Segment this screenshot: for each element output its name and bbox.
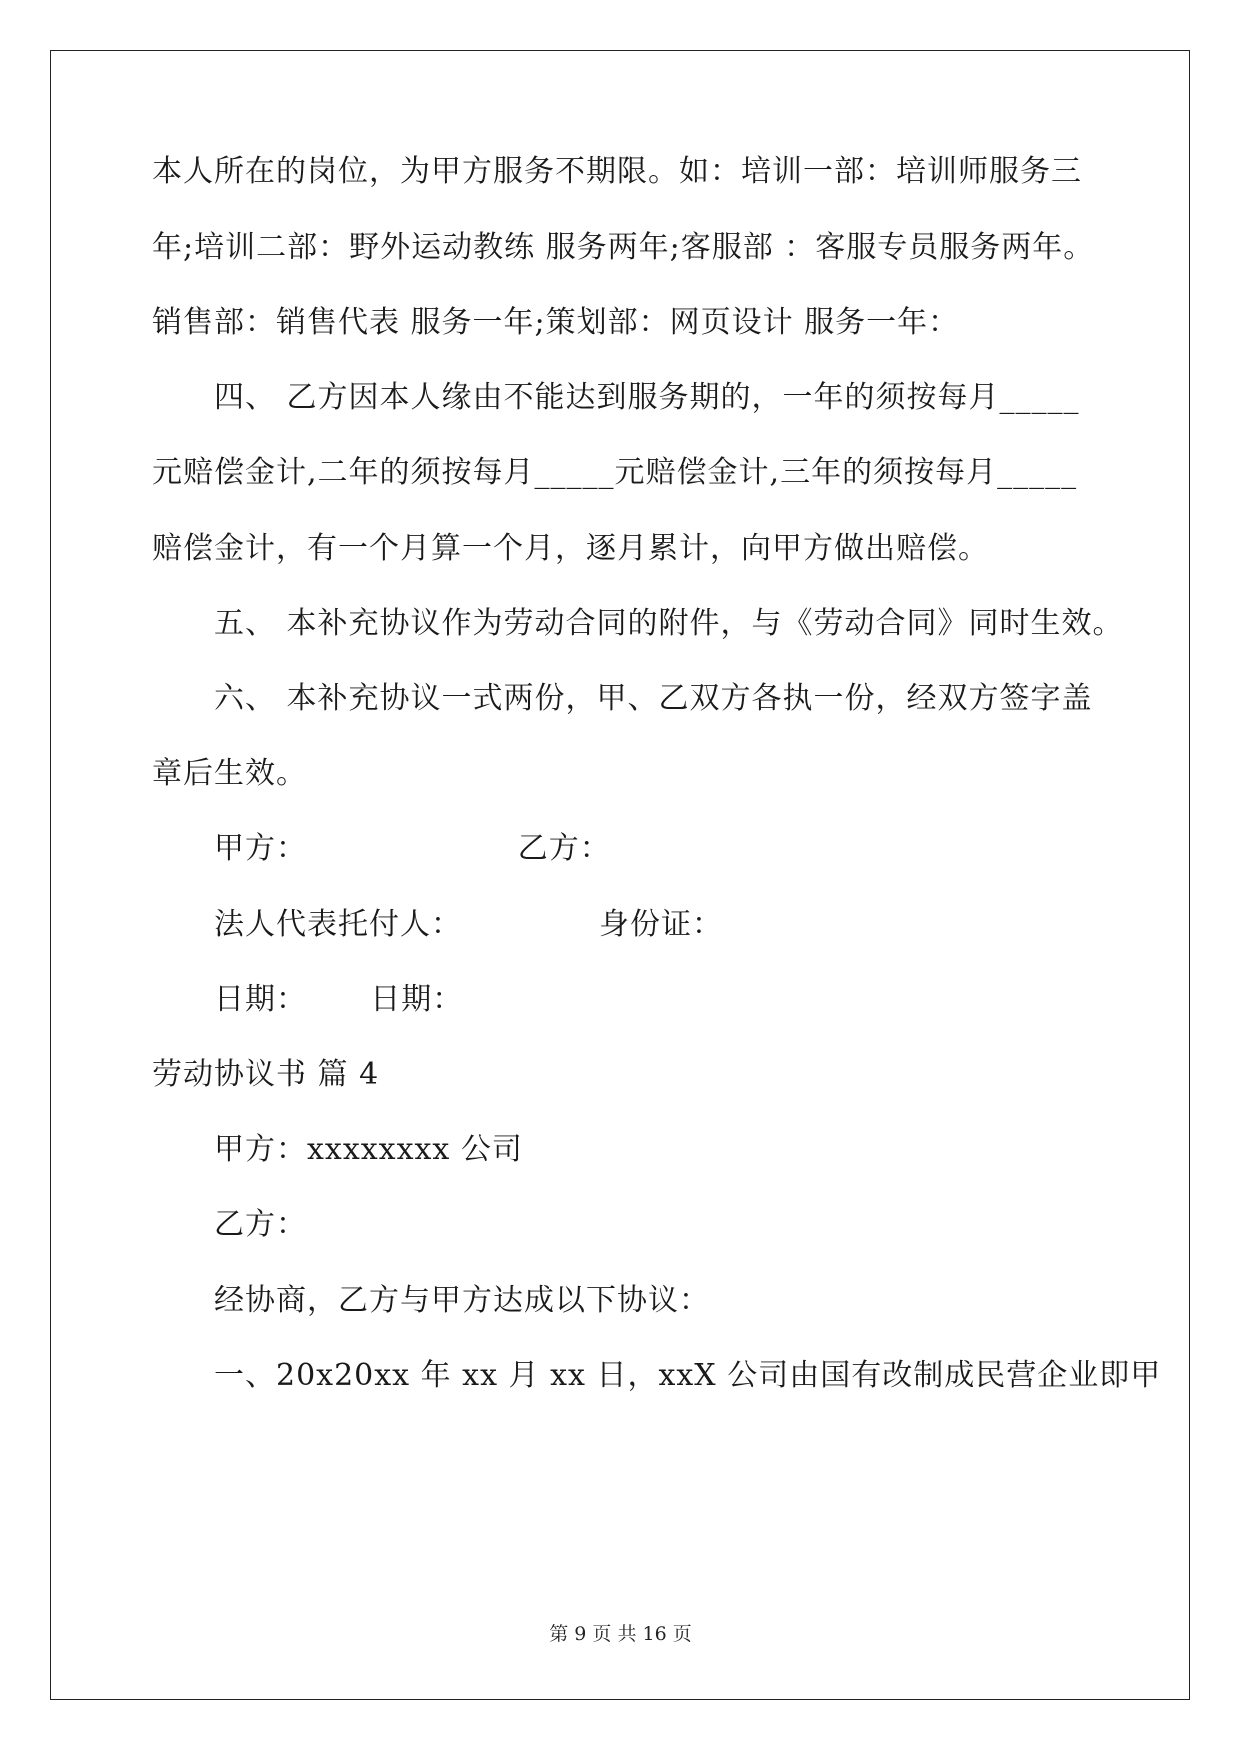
body-line-5: 元赔偿金计,二年的须按每月_____元赔偿金计,三年的须按每月_____	[152, 455, 1078, 490]
agreement-intro: 经协商，乙方与甲方达成以下协议：	[214, 1283, 710, 1318]
party-a-line: 甲方：xxxxxxxx 公司	[214, 1132, 523, 1167]
clause-five: 五、 本补充协议作为劳动合同的附件，与《劳动合同》同时生效。	[214, 606, 1124, 641]
signature-representative: 法人代表托付人： 身份证：	[214, 907, 723, 942]
clause-four: 四、 乙方因本人缘由不能达到服务期的，一年的须按每月_____	[214, 380, 1080, 415]
page-number: 第 9 页 共 16 页	[549, 1623, 692, 1645]
clause-six: 六、 本补充协议一式两份，甲、乙双方各执一份，经双方签字盖	[214, 681, 1093, 716]
body-line-1: 本人所在的岗位，为甲方服务不期限。如：培训一部：培训师服务三	[152, 154, 1082, 189]
section-heading: 劳动协议书 篇 4	[152, 1057, 380, 1092]
body-line-6: 赔偿金计，有一个月算一个月，逐月累计，向甲方做出赔偿。	[152, 531, 989, 566]
clause-one: 一、20x20xx 年 xx 月 xx 日，xxX 公司由国有改制成民营企业即甲	[214, 1358, 1162, 1393]
signature-dates: 日期： 日期：	[214, 982, 464, 1017]
signature-parties: 甲方： 乙方：	[214, 831, 611, 866]
body-line-2: 年;培训二部：野外运动教练 服务两年;客服部 ：客服专员服务两年。	[152, 230, 1095, 265]
body-line-3: 销售部：销售代表 服务一年;策划部：网页设计 服务一年：	[152, 305, 960, 340]
party-b-line: 乙方：	[214, 1207, 307, 1242]
body-line-9: 章后生效。	[152, 756, 307, 791]
page-border	[50, 50, 1190, 1700]
